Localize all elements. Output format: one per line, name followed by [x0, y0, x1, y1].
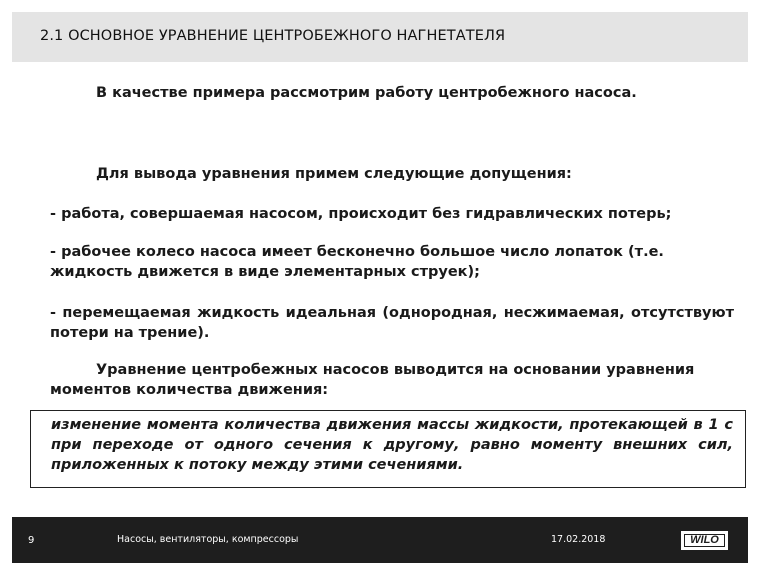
- assumption-item: - работа, совершаемая насосом, происходит без гидравлических потерь;: [50, 206, 672, 222]
- definition-box: [30, 410, 746, 488]
- assumption-item: - перемещаемая жидкость идеальная (однородная, несжимаемая, отсутствуют потери на трение).: [50, 305, 734, 341]
- assumption-item: - рабочее колесо насоса имеет бесконечно большое число лопаток (т.е. жидкость движется в виде элементарных струек);: [50, 244, 664, 280]
- intro-paragraph: В качестве примера рассмотрим работу центробежного насоса.: [96, 85, 637, 101]
- derivation-paragraph: Уравнение центробежных насосов выводится на основании уравнения моментов количества движения:: [50, 362, 695, 398]
- assumptions-intro: Для вывода уравнения примем следующие допущения:: [96, 166, 572, 182]
- footer-subject: Насосы, вентиляторы, компрессоры: [117, 534, 299, 545]
- logo-text: WILO: [690, 534, 719, 546]
- wilo-logo: [681, 531, 728, 550]
- slide-title: 2.1 ОСНОВНОЕ УРАВНЕНИЕ ЦЕНТРОБЕЖНОГО НАГНЕТАТЕЛЯ: [40, 28, 506, 44]
- footer-date: 17.02.2018: [551, 534, 606, 545]
- page-number: 9: [28, 535, 35, 546]
- definition-text: изменение момента количества движения массы жидкости, протекающей в 1 с при переходе от одного сечения к другому, равно моменту внешних сил, приложенных к потоку между этими сечениями.: [51, 417, 733, 473]
- title-bar: [12, 12, 748, 62]
- footer-bar: [12, 517, 748, 563]
